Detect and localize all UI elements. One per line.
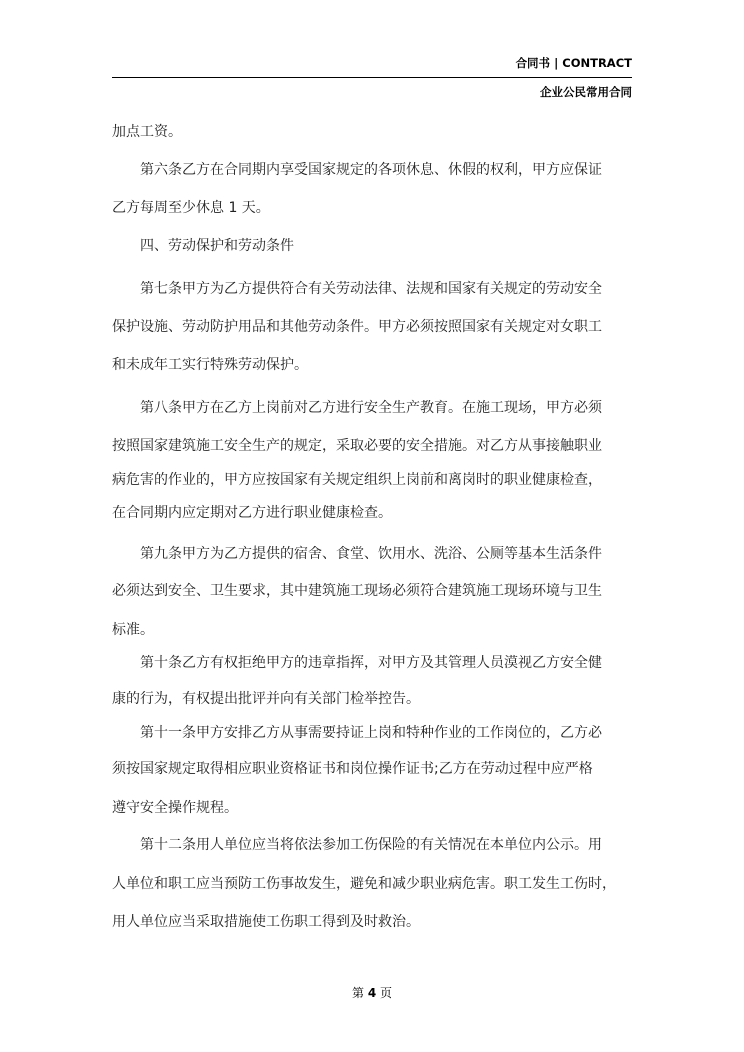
header-subtitle: 企业公民常用合同 — [540, 85, 632, 99]
page-number: 4 — [367, 986, 377, 1000]
text-line: 保护设施、劳动防护用品和其他劳动条件。甲方必须按照国家有关规定对女职工 — [112, 319, 602, 335]
text-line: 第十二条用人单位应当将依法参加工伤保险的有关情况在本单位内公示。用 — [140, 837, 602, 853]
page-prefix: 第 — [351, 986, 364, 1000]
text-line: 标准。 — [112, 622, 154, 638]
text-line: 康的行为，有权提出批评并向有关部门检举控告。 — [112, 691, 420, 707]
text-line: 病危害的作业的，甲方应按国家有关规定组织上岗前和离岗时的职业健康检查， — [112, 472, 602, 488]
text-line: 第七条甲方为乙方提供符合有关劳动法律、法规和国家有关规定的劳动安全 — [140, 281, 602, 297]
text-line: 遵守安全操作规程。 — [112, 800, 238, 816]
text-line: 在合同期内应定期对乙方进行职业健康检查。 — [112, 505, 392, 521]
text-line: 人单位和职工应当预防工伤事故发生，避免和减少职业病危害。职工发生工伤时， — [112, 876, 616, 892]
text-line: 第六条乙方在合同期内享受国家规定的各项休息、休假的权利，甲方应保证 — [140, 162, 602, 178]
header-title: 合同书 | CONTRACT — [515, 56, 632, 70]
header-rule — [112, 77, 632, 78]
text-line: 第十一条甲方安排乙方从事需要持证上岗和特种作业的工作岗位的，乙方必 — [140, 725, 602, 741]
text-line: 第十条乙方有权拒绝甲方的违章指挥，对甲方及其管理人员漠视乙方安全健 — [140, 655, 602, 671]
text-line: 第八条甲方在乙方上岗前对乙方进行安全生产教育。在施工现场，甲方必须 — [140, 400, 602, 416]
text-line: 乙方每周至少休息 1 天。 — [112, 200, 270, 216]
page-suffix: 页 — [380, 986, 393, 1000]
text-line: 第九条甲方为乙方提供的宿舍、食堂、饮用水、洗浴、公厕等基本生活条件 — [140, 546, 602, 562]
text-line: 加点工资。 — [112, 124, 182, 140]
text-line: 按照国家建筑施工安全生产的规定，采取必要的安全措施。对乙方从事接触职业 — [112, 438, 602, 454]
text-line: 必须达到安全、卫生要求，其中建筑施工现场必须符合建筑施工现场环境与卫生 — [112, 583, 602, 599]
page-footer — [0, 984, 744, 1001]
text-line: 用人单位应当采取措施使工伤职工得到及时救治。 — [112, 914, 420, 930]
section-heading: 四、劳动保护和劳动条件 — [140, 238, 294, 254]
text-line: 和未成年工实行特殊劳动保护。 — [112, 357, 308, 373]
text-line: 须按国家规定取得相应职业资格证书和岗位操作证书;乙方在劳动过程中应严格 — [112, 761, 593, 777]
